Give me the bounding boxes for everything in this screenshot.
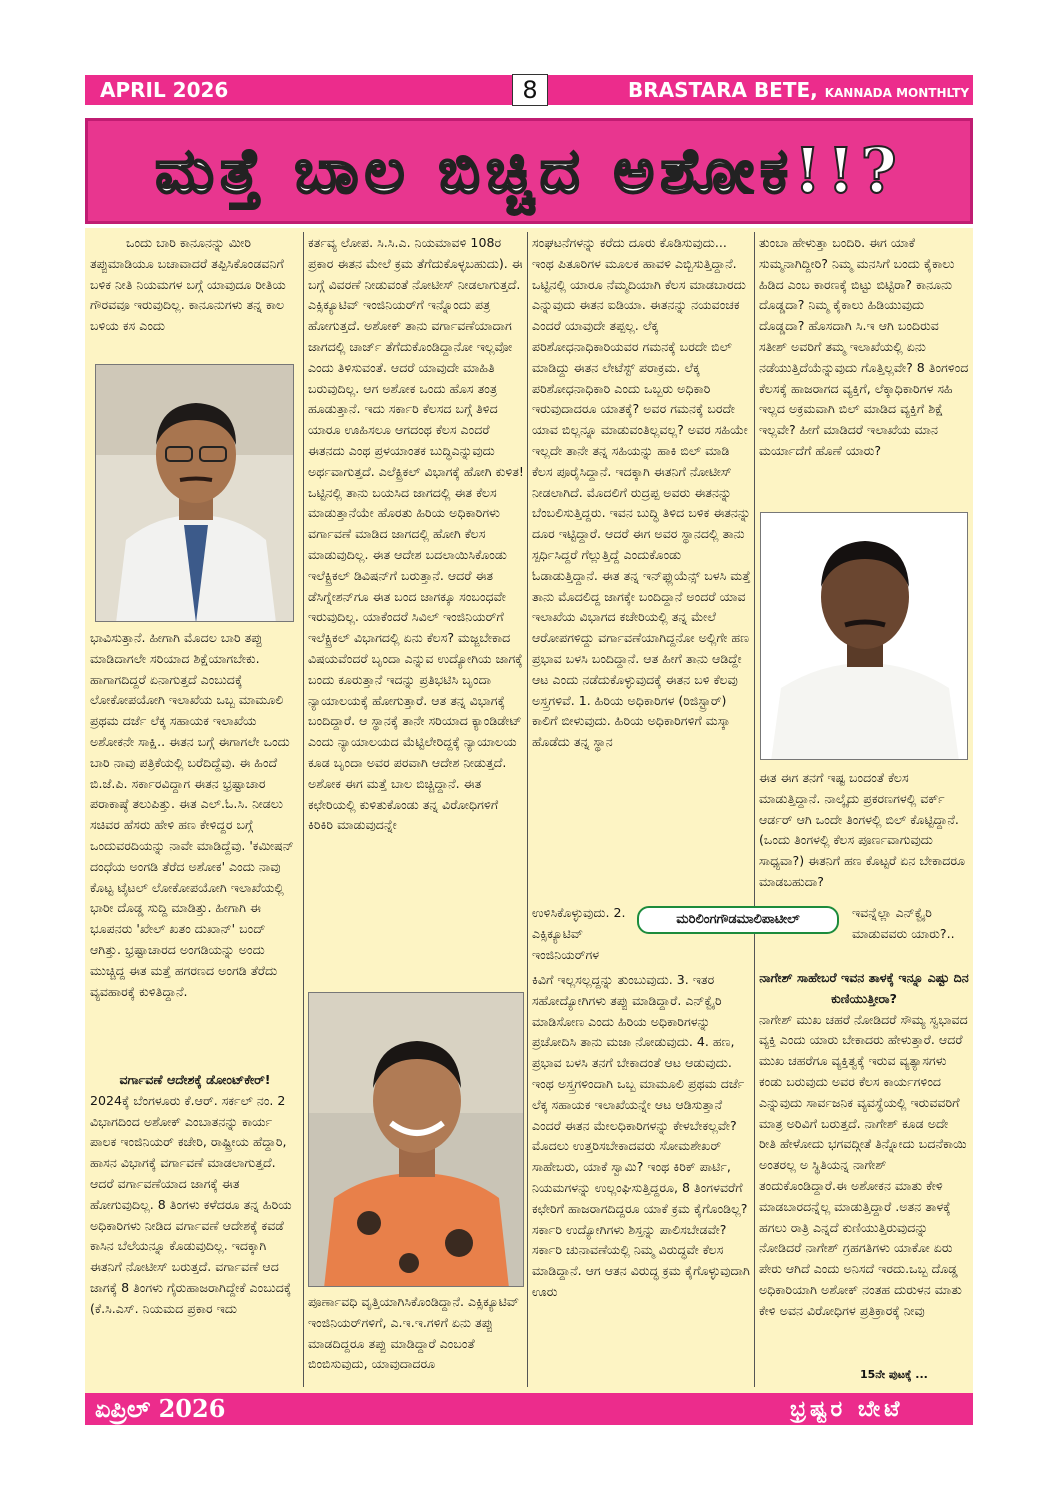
column-divider (527, 232, 528, 1387)
photo-mariling (760, 512, 968, 760)
paragraph: ಪೂರ್ಣಾವಧಿ ವೃತ್ತಿಯಾಗಿಸಿಕೊಂಡಿದ್ದಾನೆ. ಎಕ್ಸಿಕ್ಯೂಟಿವ್ ಇಂಜಿನಿಯರ್‌ಗಳಿಗೆ, ಎ.ಇ.ಇ.ಗಳಿಗೆ ಏನು ತಪ್ಪು ಮಾಡದಿದ್ದರೂ ತಪ್ಪು ಮಾಡಿದ್ದಾರೆ ಎಂಬಂತೆ ಬಿಂಬಿಸುವುದು, ಯಾವುದಾದರೂ (308, 1294, 520, 1372)
subheading: ವರ್ಗಾವಣೆ ಆದೇಶಕ್ಕೆ ಡೋಂಟ್‌ಕೇರ್! (119, 1072, 271, 1087)
paragraph: 2024ಕ್ಕೆ ಬೆಂಗಳೂರು ಕೆ.ಆರ್. ಸರ್ಕಲ್ ನಂ. 2 ವಿಭಾಗದಿಂದ ಅಶೋಕ್ ಎಂಬಾತನನ್ನು ಕಾರ್ಯ ಪಾಲಕ ಇಂಜಿನಿಯರ್ ಕಚೇರಿ, ರಾಷ್ಟ್ರೀಯ ಹೆದ್ದಾರಿ, ಹಾಸನ ವಿಭಾಗಕ್ಕೆ ವರ್ಗಾವಣೆ ಮಾಡಲಾಗುತ್ತದೆ. ಆದರೆ ವರ್ಗಾವಣೆಯಾದ ಜಾಗಕ್ಕೆ ಈತ ಹೋಗುವುದಿಲ್ಲ. 8 ತಿಂಗಳು ಕಳೆದರೂ ತನ್ನ ಹಿರಿಯ ಅಧಿಕಾರಿಗಳು ನೀಡಿದ ವರ್ಗಾವಣೆ ಆದೇಶಕ್ಕೆ ಕವಡೆ ಕಾಸಿನ ಬೆಲೆಯನ್ನೂ ಕೊಡುವುದಿಲ್ಲ. ಇದಕ್ಕಾಗಿ ಈತನಿಗೆ ನೋಟೀಸ್ ಬರುತ್ತದೆ. ವರ್ಗಾವಣೆ ಆದ ಜಾಗಕ್ಕೆ 8 ತಿಂಗಳು ಗೈರುಹಾಜರಾಗಿದ್ದೇಕೆ ಎಂಬುದಕ್ಕೆ (ಕೆ.ಸಿ.ಎಸ್. ನಿಯಮದ ಪ್ರಕಾರ ಇದು (90, 1092, 292, 1316)
headline-box (85, 118, 973, 224)
paragraph: ಕರ್ತವ್ಯ ಲೋಪ. ಸಿ.ಸಿ.ಎ. ನಿಯಮಾವಳಿ 108ರ ಪ್ರಕಾರ ಈತನ ಮೇಲೆ ಕ್ರಮ ತೆಗೆದುಕೊಳ್ಳಬಹುದು). ಈ ಬಗ್ಗೆ ವಿವರಣೆ ನೀಡುವಂತೆ ನೋಟೀಸ್ ನೀಡಲಾಗುತ್ತದೆ. ಎಕ್ಸಿಕ್ಯೂಟಿವ್ ಇಂಜಿನಿಯರ್‌ಗೆ ಇನ್ನೊಂದು ಪತ್ರ ಹೋಗುತ್ತದೆ. ಅಶೋಕ್ ತಾನು ವರ್ಗಾವಣೆಯಾದಾಗ ಜಾಗದಲ್ಲಿ ಚಾರ್ಜ್ ತೆಗೆದುಕೊಂಡಿದ್ದಾನೋ ಇಲ್ಲವೋ ಎಂದು ತಿಳಿಸುವಂತೆ. ಆದರೆ ಯಾವುದೇ ಮಾಹಿತಿ ಬರುವುದಿಲ್ಲ. ಆಗ ಅಶೋಕ ಒಂದು ಹೊಸ ತಂತ್ರ ಹೂಡುತ್ತಾನೆ. ಇದು ಸರ್ಕಾರಿ ಕೆಲಸದ ಬಗ್ಗೆ ತಿಳಿದ ಯಾರೂ ಊಹಿಸಲೂ ಆಗದಂಥ ಕೆಲಸ ಎಂದರೆ ಈತನದು ಎಂಥ ಪ್ರಳಯಾಂತಕ ಬುದ್ಧಿಎನ್ನುವುದು ಅರ್ಥವಾಗುತ್ತದೆ. ಎಲೆಕ್ಟ್ರಿಕಲ್ ವಿಭಾಗಕ್ಕೆ ಹೋಗಿ ಕುಳಿತ! ಒಟ್ಟಿನಲ್ಲಿ ತಾನು ಬಯಸಿದ ಜಾಗದಲ್ಲಿ ಈತ ಕೆಲಸ ಮಾಡುತ್ತಾನೆಯೇ ಹೊರತು ಹಿರಿಯ ಅಧಿಕಾರಿಗಳು ವರ್ಗಾವಣೆ ಮಾಡಿದ ಜಾಗದಲ್ಲಿ ಹೋಗಿ ಕೆಲಸ ಮಾಡುವುದಿಲ್ಲ. ಈತ ಆದೇಶ ಬದಲಾಯಿಸಿಕೊಂಡು ಇಲೆಕ್ಟ್ರಿಕಲ್ ಡಿವಿಷನ್‌ಗೆ ಬರುತ್ತಾನೆ. ಆದರೆ ಈತ ಡೆಸಿಗ್ನೇಶನ್‌ಗೂ ಈತ ಬಂದ ಜಾಗಕ್ಕೂ ಸಂಬಂಧವೇ ಇರುವುದಿಲ್ಲ. ಯಾಕೆಂದರೆ ಸಿವಿಲ್ ಇಂಜಿನಿಯರ್‌ಗೆ ಇಲೆಕ್ಟ್ರಿಕಲ್ ವಿಭಾಗದಲ್ಲಿ ಏನು ಕೆಲಸ? ಮಜ್ಜಬೇಕಾದ ವಿಷಯವೆಂದರೆ ಬೃಂದಾ ಎನ್ನುವ ಉದ್ಯೋಗಿಯ ಜಾಗಕ್ಕೆ ಬಂದು ಕೂರುತ್ತಾನೆ ಇದನ್ನು ಪ್ರತಿಭಟಿಸಿ ಬೃಂದಾ ನ್ಯಾಯಾಲಯಕ್ಕೆ ಹೋಗುತ್ತಾರೆ. ಆತ ತನ್ನ ವಿಭಾಗಕ್ಕೆ ಬಂದಿದ್ದಾರೆ. ಆ ಸ್ಥಾನಕ್ಕೆ ತಾನೇ ಸರಿಯಾದ ಕ್ಯಾಂಡಿಡೇಟ್ ಎಂದು ನ್ಯಾಯಾಲಯದ ಮೆಟ್ಟಿಲೇರಿದ್ದಕ್ಕೆ ನ್ಯಾಯಾಲಯ ಕೂಡ ಬೃಂದಾ ಅವರ ಪರವಾಗಿ ಆದೇಶ ನೀಡುತ್ತದೆ. ಅಶೋಕ ಈಗ ಮತ್ತೆ ಬಾಲ ಬಿಚ್ಚಿದ್ದಾನೆ. ಈತ ಕಛೇರಿಯಲ್ಲಿ ಕುಳಿತುಕೊಂಡು ತನ್ನ ವಿರೋಧಿಗಳಿಗೆ ಕಿರಿಕಿರಿ ಮಾಡುವುದನ್ನೇ (308, 235, 524, 833)
paragraph: ತುಂಬಾ ಹೇಳುತ್ತಾ ಬಂದಿರಿ. ಈಗ ಯಾಕೆ ಸುಮ್ಮನಾಗಿದ್ದೀರಿ? ನಿಮ್ಮ ಮನಸಿಗೆ ಬಂದು ಕೈಕಾಲು ಹಿಡಿದ ಎಂಬ ಕಾರಣಕ್ಕೆ ಬಿಟ್ಟು ಬಿಟ್ಟಿರಾ? ಕಾನೂನು ದೊಡ್ಡದಾ? ನಿಮ್ಮ ಕೈಕಾಲು ಹಿಡಿಯುವುದು ದೊಡ್ಡದಾ? ಹೊಸದಾಗಿ ಸಿ.ಇ ಆಗಿ ಬಂದಿರುವ ಸತೀಶ್ ಅವರಿಗೆ ತಮ್ಮ ಇಲಾಖೆಯಲ್ಲಿ ಏನು ನಡೆಯುತ್ತಿದೆಯೆನ್ನುವುದು ಗೊತ್ತಿಲ್ಲವೇ? 8 ತಿಂಗಳಿಂದ ಕೆಲಸಕ್ಕೆ ಹಾಜರಾಗದ ವ್ಯಕ್ತಿಗೆ, ಲೆಕ್ಕಾಧಿಕಾರಿಗಳ ಸಹಿ ಇಲ್ಲದ ಅಕ್ರಮವಾಗಿ ಬಿಲ್ ಮಾಡಿದ ವ್ಯಕ್ತಿಗೆ ಶಿಕ್ಷೆ ಇಲ್ಲವೇ? ಹೀಗೆ ಮಾಡಿದರೆ ಇಲಾಖೆಯ ಮಾನ ಮರ್ಯಾದೆಗೆ ಹೊಣೆ ಯಾರು? (759, 235, 969, 458)
column-3-bottom (532, 970, 751, 1390)
column-4-middle (759, 768, 969, 896)
column-1-middle (90, 628, 300, 1068)
author-tag: ಮರಿಲಿಂಗಗೌಡಮಾಲಿಪಾಟೀಲ್ (637, 906, 839, 934)
paragraph: ಈತ ಈಗ ತನಗೆ ಇಷ್ಟ ಬಂದಂತೆ ಕೆಲಸ ಮಾಡುತ್ತಿದ್ದಾನೆ. ನಾಲ್ಕೈದು ಪ್ರಕರಣಗಳಲ್ಲಿ ವರ್ಕ್ ಆರ್ಡರ್ ಆಗಿ ಒಂದೇ ತಿಂಗಳಲ್ಲಿ ಬಿಲ್ ಕೊಟ್ಟಿದ್ದಾನೆ. (ಒಂದು ತಿಂಗಳಲ್ಲಿ ಕೆಲಸ ಪೂರ್ಣವಾಗುವುದು ಸಾಧ್ಯವಾ?) ಈತನಿಗೆ ಹಣ ಕೊಟ್ಟರೆ ಏನ ಬೇಕಾದರೂ ಮಾಡಬಹುದಾ? (759, 770, 966, 889)
page-number: 8 (512, 74, 548, 106)
column-2-bottom (308, 1292, 524, 1390)
photo-officer (308, 992, 524, 1287)
paragraph: ಒಂದು ಬಾರಿ ಕಾನೂನನ್ನು ಮೀರಿ ತಪ್ಪುಮಾಡಿಯೂ ಬಚಾವಾದರೆ ತಪ್ಪಿಸಿಕೊಂಡವನಿಗೆ ಬಳಿಕ ನೀತಿ ನಿಯಮಗಳ ಬಗ್ಗೆ ಯಾವುದೂ ರೀತಿಯ ಗೌರವವೂ ಇರುವುದಿಲ್ಲ. ಕಾನೂನುಗಳು ತನ್ನ ಕಾಲ ಬಳಿಯ ಕಸ ಎಂದು (90, 235, 286, 334)
column-2-top (308, 233, 524, 981)
column-3-narrow (532, 903, 627, 969)
header-date: APRIL 2026 (100, 78, 229, 102)
column-1-top (90, 233, 300, 358)
paragraph: ನಾಗೇಶ್ ಮುಖ ಚಹರೆ ನೋಡಿದರೆ ಸೌಮ್ಯ ಸ್ವಭಾವದ ವ್ಯಕ್ತಿ ಎಂದು ಯಾರು ಬೇಕಾದರು ಹೇಳುತ್ತಾರೆ. ಆದರೆ ಮುಖ ಚಹರೆಗೂ ವ್ಯಕ್ತಿತ್ವಕ್ಕೆ ಇರುವ ವ್ಯತ್ಯಾಸಗಳು ಕಂಡು ಬರುವುದು ಅವರ ಕೆಲಸ ಕಾರ್ಯಗಳಿಂದ ಎನ್ನುವುದು ಸಾರ್ವಜನಿಕ ವ್ಯವಸ್ಥೆಯಲ್ಲಿ ಇರುವವರಿಗೆ ಮಾತ್ರ ಅರಿವಿಗೆ ಬರುತ್ತದೆ. ನಾಗೇಶ್ ಕೂಡ ಅದೇ ರೀತಿ ಹೇಳೋದು ಭಗವದ್ಗೀತೆ ತಿನ್ನೋದು ಬದನೆಕಾಯಿ ಅಂತರಲ್ಲ ಅ ಸ್ಥಿತಿಯನ್ನ ನಾಗೇಶ್ ತಂದುಕೊಂಡಿದ್ದಾರೆ.ಈ ಅಶೋಕನ ಮಾತು ಕೇಳಿ ಮಾಡಬಾರದನ್ನೆಲ್ಲ ಮಾಡುತ್ತಿದ್ದಾರೆ .ಅತನ ತಾಳಕ್ಕೆ ಹಗಲು ರಾತ್ರಿ ಎನ್ನದೆ ಕುಣಿಯುತ್ತಿರುವುದನ್ನು ನೋಡಿದರೆ ನಾಗೇಶ್ ಗ್ರಹಗತಿಗಳು ಯಾಕೋ ಏರು ಪೇರು ಆಗಿದೆ ಎಂದು ಅನಿಸದೆ ಇರದು.ಒಬ್ಬ ದೊಡ್ಡ ಅಧಿಕಾರಿಯಾಗಿ ಅಶೋಕ್ ನಂತಹ ದುರುಳನ ಮಾತು ಕೇಳಿ ಅವನ ವಿರೋಧಿಗಳ ಪ್ರತಿಕ್ರಾರಕ್ಕೆ ನೀವು (759, 1011, 968, 1318)
column-4-top (759, 233, 969, 505)
paragraph: ಇವನ್ನೆಲ್ಲಾ ಎನ್‌ಕ್ವೈರಿ ಮಾಡುವವರು ಯಾರು?.. (852, 905, 955, 941)
footer-masthead: ಭ್ರಷ್ಟರ ಬೇಟೆ (790, 1396, 904, 1422)
portrait-image (309, 993, 524, 1287)
column-divider (303, 232, 304, 1387)
footer-date: ಏಪ್ರಿಲ್ 2026 (95, 1394, 226, 1423)
portrait-image (761, 513, 968, 760)
publication-title: BRASTARA BETE, (628, 78, 818, 102)
portrait-image (96, 365, 294, 622)
paragraph: ಉಳಿಸಿಕೊಳ್ಳುವುದು. 2. ಎಕ್ಸಿಕ್ಯೂಟಿವ್ ಇಂಜಿನಿಯರ್‌ಗಳ (532, 905, 626, 962)
publication-suffix: KANNADA MONTHLTY (824, 86, 970, 100)
column-divider (754, 232, 755, 1387)
headline: ಮತ್ತೆ ಬಾಲ ಬಿಚ್ಚಿದ ಅಶೋಕ!!? (155, 134, 903, 207)
paragraph: ಸಂಘಟನೆಗಳನ್ನು ಕರೆದು ದೂರು ಕೊಡಿಸುವುದು... ಇಂಥ ಪಿತೂರಿಗಳ ಮೂಲಕ ಹಾವಳಿ ಎಬ್ಬಿಸುತ್ತಿದ್ದಾನೆ. ಒಟ್ಟಿನಲ್ಲಿ ಯಾರೂ ನೆಮ್ಮದಿಯಾಗಿ ಕೆಲಸ ಮಾಡಬಾರದು ಎನ್ನುವುದು ಈತನ ಐಡಿಯಾ. ಈತನನ್ನು ನಯವಂಚಕ ಎಂದರೆ ಯಾವುದೇ ತಪ್ಪಲ್ಲ. ಲೆಕ್ಕ ಪರಿಶೋಧನಾಧಿಕಾರಿಯವರ ಗಮನಕ್ಕೆ ಬರದೇ ಬಿಲ್ ಮಾಡಿದ್ದು ಈತನ ಲೇಟೆಸ್ಟ್ ಪರಾಕ್ರಮ. ಲೆಕ್ಕ ಪರಿಶೋಧನಾಧಿಕಾರಿ ಎಂದು ಒಬ್ಬರು ಅಧಿಕಾರಿ ಇರುವುದಾದರೂ ಯಾತಕ್ಕೆ? ಅವರ ಗಮನಕ್ಕೆ ಬರದೇ ಯಾವ ಬಿಲ್ಲನ್ನೂ ಮಾಡುವಂತಿಲ್ಲವಲ್ಲ? ಅವರ ಸಹಿಯೇ ಇಲ್ಲದೇ ತಾನೇ ತನ್ನ ಸಹಿಯನ್ನು ಹಾಕಿ ಬಿಲ್ ಮಾಡಿ ಕೆಲಸ ಪೂರೈಸಿದ್ದಾನೆ. ಇದಕ್ಕಾಗಿ ಈತನಿಗೆ ನೋಟೀಸ್ ನೀಡಲಾಗಿದೆ. ಮೊದಲಿಗೆ ರುದ್ರಪ್ಪ ಅವರು ಈತನನ್ನು ಬೆಂಬಲಿಸುತ್ತಿದ್ದರು. ಇವನ ಬುದ್ಧಿ ತಿಳಿದ ಬಳಿಕ ಈತನನ್ನು ದೂರ ಇಟ್ಟಿದ್ದಾರೆ. ಆದರೆ ಈಗ ಅವರ ಸ್ಥಾನದಲ್ಲಿ ತಾನು ಸ್ಪರ್ಧಿಸಿದ್ದರೆ ಗೆಲ್ಲುತ್ತಿದ್ದೆ ಎಂದುಕೊಂಡು ಓಡಾಡುತ್ತಿದ್ದಾನೆ. ಈತ ತನ್ನ ಇನ್‌ಫ್ಲುಯೆನ್ಸ್ ಬಳಸಿ ಮತ್ತೆ ತಾನು ಮೊದಲಿದ್ದ ಜಾಗಕ್ಕೇ ಬಂದಿದ್ದಾನೆ ಅಂದರೆ ಯಾವ ಇಲಾಖೆಯ ವಿಭಾಗದ ಕಚೇರಿಯಲ್ಲಿ ತನ್ನ ಮೇಲೆ ಆರೋಪಗಳಿದ್ದು ವರ್ಗಾವಣೆಯಾಗಿದ್ದನೋ ಅಲ್ಲಿಗೇ ಹಣ ಪ್ರಭಾವ ಬಳಸಿ ಬಂದಿದ್ದಾನೆ. ಆತ ಹೀಗೆ ತಾನು ಆಡಿದ್ದೇ ಆಟ ಎಂದು ನಡೆದುಕೊಳ್ಳುವುದಕ್ಕೆ ಈತನ ಬಳಿ ಕೆಲವು ಅಸ್ತ್ರಗಳಿವೆ. 1. ಹಿರಿಯ ಅಧಿಕಾರಿಗಳ (ರಿಜಿಸ್ಟ್ರಾರ್) ಕಾಲಿಗೆ ಬೀಳುವುದು. ಹಿರಿಯ ಅಧಿಕಾರಿಗಳಿಗೆ ಮಸ್ಕಾ ಹೊಡೆದು ತನ್ನ ಸ್ಥಾನ (532, 235, 751, 750)
continued-note: 15ನೇ ಪುಟಕ್ಕೆ ... (860, 1368, 928, 1381)
column-4-narrow (852, 903, 969, 965)
paragraph: ಭಾವಿಸುತ್ತಾನೆ. ಹೀಗಾಗಿ ಮೊದಲ ಬಾರಿ ತಪ್ಪು ಮಾಡಿದಾಗಲೇ ಸರಿಯಾದ ಶಿಕ್ಷೆಯಾಗಬೇಕು. ಹಾಗಾಗದಿದ್ದರೆ ಏನಾಗುತ್ತದೆ ಎಂಬುದಕ್ಕೆ ಲೋಕೋಪಯೋಗಿ ಇಲಾಖೆಯ ಒಬ್ಬ ಮಾಮೂಲಿ ಪ್ರಥಮ ದರ್ಜೆ ಲೆಕ್ಕ ಸಹಾಯಕ ಇಲಾಖೆಯ ಅಶೋಕನೇ ಸಾಕ್ಷಿ.. ಈತನ ಬಗ್ಗೆ ಈಗಾಗಲೇ ಒಂದು ಬಾರಿ ನಾವು ಪತ್ರಿಕೆಯಲ್ಲಿ ಬರೆದಿದ್ದೆವು. ಈ ಹಿಂದೆ ಬಿ.ಜೆ.ಪಿ. ಸರ್ಕಾರವಿದ್ದಾಗ ಈತನ ಭ್ರಷ್ಟಾಚಾರ ಪರಾಕಾಷ್ಠೆ ತಲುಪಿತ್ತು. ಈತ ಎಲ್.ಓ.ಸಿ. ನೀಡಲು ಸಚಿವರ ಹೆಸರು ಹೇಳಿ ಹಣ ಕೇಳಿದ್ದರ ಬಗ್ಗೆ ಒಂದುವರದಿಯನ್ನು ನಾವೇ ಮಾಡಿದ್ದೆವು. 'ಕಮೀಷನ್ ದಂಧೆಯ ಅಂಗಡಿ ತೆರೆದ ಅಶೋಕ' ಎಂದು ನಾವು ಕೊಟ್ಟ ಟೈಟಲ್ ಲೋಕೋಪಯೋಗಿ ಇಲಾಖೆಯಲ್ಲಿ ಭಾರೀ ದೊಡ್ಡ ಸುದ್ದಿ ಮಾಡಿತ್ತು. ಹೀಗಾಗಿ ಈ ಭೂಪನರು 'ಖೇಲ್ ಖತಂ ದುಖಾನ್' ಬಂದ್ ಆಗಿತ್ತು. ಭ್ರಷ್ಟಾಚಾರದ ಅಂಗಡಿಯನ್ನು ಅಂದು ಮುಚ್ಚಿದ್ದ ಈತ ಮತ್ತೆ ಹಗರಣದ ಅಂಗಡಿ ತೆರೆದು ವ್ಯವಹಾರಕ್ಕೆ ಕುಳಿತಿದ್ದಾನೆ. (90, 630, 294, 999)
column-1-bottom (90, 1070, 300, 1390)
photo-ashok (95, 364, 294, 622)
publication-name (628, 78, 969, 105)
paragraph: ಕಿವಿಗೆ ಇಲ್ಲಸಲ್ಲದ್ದನ್ನು ತುಂಬುವುದು. 3. ಇತರ ಸಹೋದ್ಯೋಗಿಗಳು ತಪ್ಪು ಮಾಡಿದ್ದಾರೆ. ಎನ್‌ಕ್ವೈರಿ ಮಾಡಿಸೋಣ ಎಂದು ಹಿರಿಯ ಅಧಿಕಾರಿಗಳನ್ನು ಪ್ರಚೋದಿಸಿ ತಾನು ಮಜಾ ನೋಡುವುದು. 4. ಹಣ, ಪ್ರಭಾವ ಬಳಸಿ ತನಗೆ ಬೇಕಾದಂತೆ ಆಟ ಆಡುವುದು. ಇಂಥ ಅಸ್ತ್ರಗಳಿಂದಾಗಿ ಒಬ್ಬ ಮಾಮೂಲಿ ಪ್ರಥಮ ದರ್ಜೆ ಲೆಕ್ಕ ಸಹಾಯಕ ಇಲಾಖೆಯನ್ನೇ ಆಟ ಆಡಿಸುತ್ತಾನೆ ಎಂದರೆ ಈತನ ಮೇಲಧಿಕಾರಿಗಳನ್ನು ಕೇಳಬೇಕಲ್ಲವೇ? ಮೊದಲು ಉತ್ತರಿಸಬೇಕಾದವರು ಸೋಮಶೇಖರ್ ಸಾಹೇಬರು, ಯಾಕೆ ಸ್ವಾಮಿ? ಇಂಥ ಕಿರಿಕ್ ಪಾರ್ಟಿ, ನಿಯಮಗಳನ್ನು ಉಲ್ಲಂಘಿಸುತ್ತಿದ್ದರೂ, 8 ತಿಂಗಳವರೆಗೆ ಕಛೇರಿಗೆ ಹಾಜರಾಗದಿದ್ದರೂ ಯಾಕೆ ಕ್ರಮ ಕೈಗೊಂಡಿಲ್ಲ? ಸರ್ಕಾರಿ ಉದ್ಯೋಗಿಗಳು ಶಿಸ್ತನ್ನು ಪಾಲಿಸಬೇಡವೇ? ಸರ್ಕಾರಿ ಚುನಾವಣೆಯಲ್ಲಿ ನಿಮ್ಮ ವಿರುದ್ಧವೇ ಕೆಲಸ ಮಾಡಿದ್ದಾನೆ. ಆಗ ಆತನ ವಿರುದ್ಧ ಕ್ರಮ ಕೈಗೊಳ್ಳುವುದಾಗಿ ಊರು (532, 972, 750, 1299)
subheading: ನಾಗೇಶ್ ಸಾಹೇಬರೆ ಇವನ ತಾಳಕ್ಕೆ ಇನ್ನೂ ಎಷ್ಟು ದಿನ ಕುಣಿಯುತ್ತೀರಾ? (759, 970, 969, 1006)
column-4-bottom (759, 968, 969, 1368)
column-3-top (532, 233, 751, 903)
